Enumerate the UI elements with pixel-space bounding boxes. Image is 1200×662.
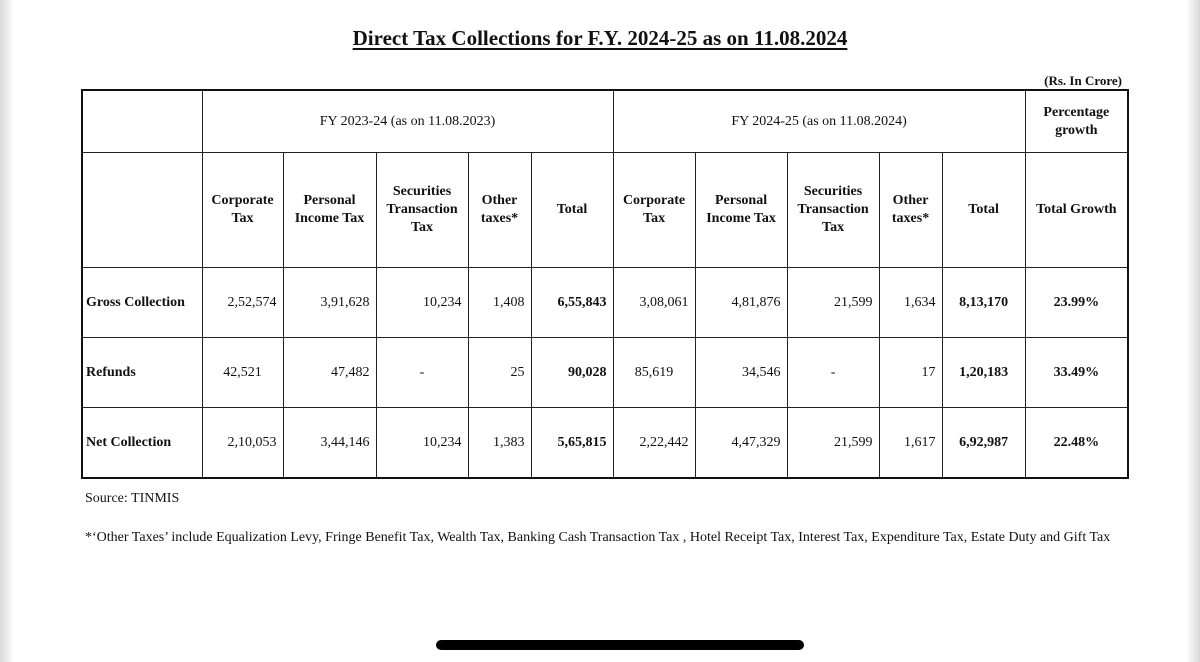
empty-label-cell [82, 153, 202, 268]
fy2024-corporate-tax-value: 2,22,442 [613, 408, 695, 479]
fy2023-other-taxes-header: Other taxes* [468, 153, 531, 268]
fy2024-total-value: 6,92,987 [942, 408, 1025, 479]
fy2023-corporate-tax-value: 42,521 [202, 338, 283, 408]
fy2023-group-header: FY 2023-24 (as on 11.08.2023) [202, 90, 613, 153]
fy2024-personal-income-tax-header: Personal Income Tax [695, 153, 787, 268]
fy2023-personal-income-tax-header: Personal Income Tax [283, 153, 376, 268]
fy2024-securities-transaction-tax-value: 21,599 [787, 268, 879, 338]
row-label: Net Collection [82, 408, 202, 479]
fy2024-other-taxes-value: 1,634 [879, 268, 942, 338]
fy2024-total-header: Total [942, 153, 1025, 268]
growth-value: 33.49% [1025, 338, 1128, 408]
other-taxes-footnote: *‘Other Taxes’ include Equalization Levy, Fringe Benefit Tax, Wealth Tax, Banking Cash Transaction Tax , Hotel Receipt Tax, Interest Tax, Expenditure Tax, Estate Duty and Gift Tax [85, 530, 1111, 545]
fy2023-securities-transaction-tax-value: - [376, 338, 468, 408]
fy2024-corporate-tax-value: 85,619 [613, 338, 695, 408]
fy2023-total-header: Total [531, 153, 613, 268]
fy2023-personal-income-tax-value: 3,91,628 [283, 268, 376, 338]
table-sub-header-row [82, 153, 1128, 268]
page-edge-shadow-left [0, 0, 14, 662]
fy2023-corporate-tax-value: 2,52,574 [202, 268, 283, 338]
table-row-refunds [82, 338, 1128, 408]
fy2023-personal-income-tax-value: 47,482 [283, 338, 376, 408]
page-edge-shadow-right [1186, 0, 1200, 662]
source-note: Source: TINMIS [85, 491, 180, 506]
fy2024-other-taxes-header: Other taxes* [879, 153, 942, 268]
growth-group-header: Percentage growth [1025, 90, 1128, 153]
fy2023-securities-transaction-tax-header: Securities Transaction Tax [376, 153, 468, 268]
table-row-gross-collection [82, 268, 1128, 338]
growth-value: 22.48% [1025, 408, 1128, 479]
fy2024-personal-income-tax-value: 34,546 [695, 338, 787, 408]
fy2023-securities-transaction-tax-value: 10,234 [376, 268, 468, 338]
row-label: Refunds [82, 338, 202, 408]
fy2024-corporate-tax-header: Corporate Tax [613, 153, 695, 268]
total-growth-header: Total Growth [1025, 153, 1128, 268]
tax-collections-table [81, 89, 1129, 479]
fy2024-securities-transaction-tax-header: Securities Transaction Tax [787, 153, 879, 268]
fy2024-personal-income-tax-value: 4,47,329 [695, 408, 787, 479]
fy2024-securities-transaction-tax-value: 21,599 [787, 408, 879, 479]
document-title: Direct Tax Collections for F.Y. 2024-25 as on 11.08.2024 [352, 26, 848, 50]
fy2024-total-value: 8,13,170 [942, 268, 1025, 338]
fy2024-other-taxes-value: 1,617 [879, 408, 942, 479]
fy2023-other-taxes-value: 1,408 [468, 268, 531, 338]
home-indicator-bar[interactable] [436, 640, 804, 650]
fy2023-total-value: 5,65,815 [531, 408, 613, 479]
table-group-header-row [82, 90, 1128, 153]
fy2023-securities-transaction-tax-value: 10,234 [376, 408, 468, 479]
fy2023-corporate-tax-value: 2,10,053 [202, 408, 283, 479]
fy2023-total-value: 90,028 [531, 338, 613, 408]
units-note: (Rs. In Crore) [1044, 73, 1122, 88]
growth-value: 23.99% [1025, 268, 1128, 338]
fy2023-corporate-tax-header: Corporate Tax [202, 153, 283, 268]
fy2024-corporate-tax-value: 3,08,061 [613, 268, 695, 338]
fy2024-total-value: 1,20,183 [942, 338, 1025, 408]
fy2023-personal-income-tax-value: 3,44,146 [283, 408, 376, 479]
fy2024-group-header: FY 2024-25 (as on 11.08.2024) [613, 90, 1025, 153]
fy2024-other-taxes-value: 17 [879, 338, 942, 408]
fy2024-securities-transaction-tax-value: - [787, 338, 879, 408]
fy2024-personal-income-tax-value: 4,81,876 [695, 268, 787, 338]
fy2023-other-taxes-value: 1,383 [468, 408, 531, 479]
table-row-net-collection [82, 408, 1128, 479]
fy2023-other-taxes-value: 25 [468, 338, 531, 408]
empty-corner-cell [82, 90, 202, 153]
fy2023-total-value: 6,55,843 [531, 268, 613, 338]
row-label: Gross Collection [82, 268, 202, 338]
